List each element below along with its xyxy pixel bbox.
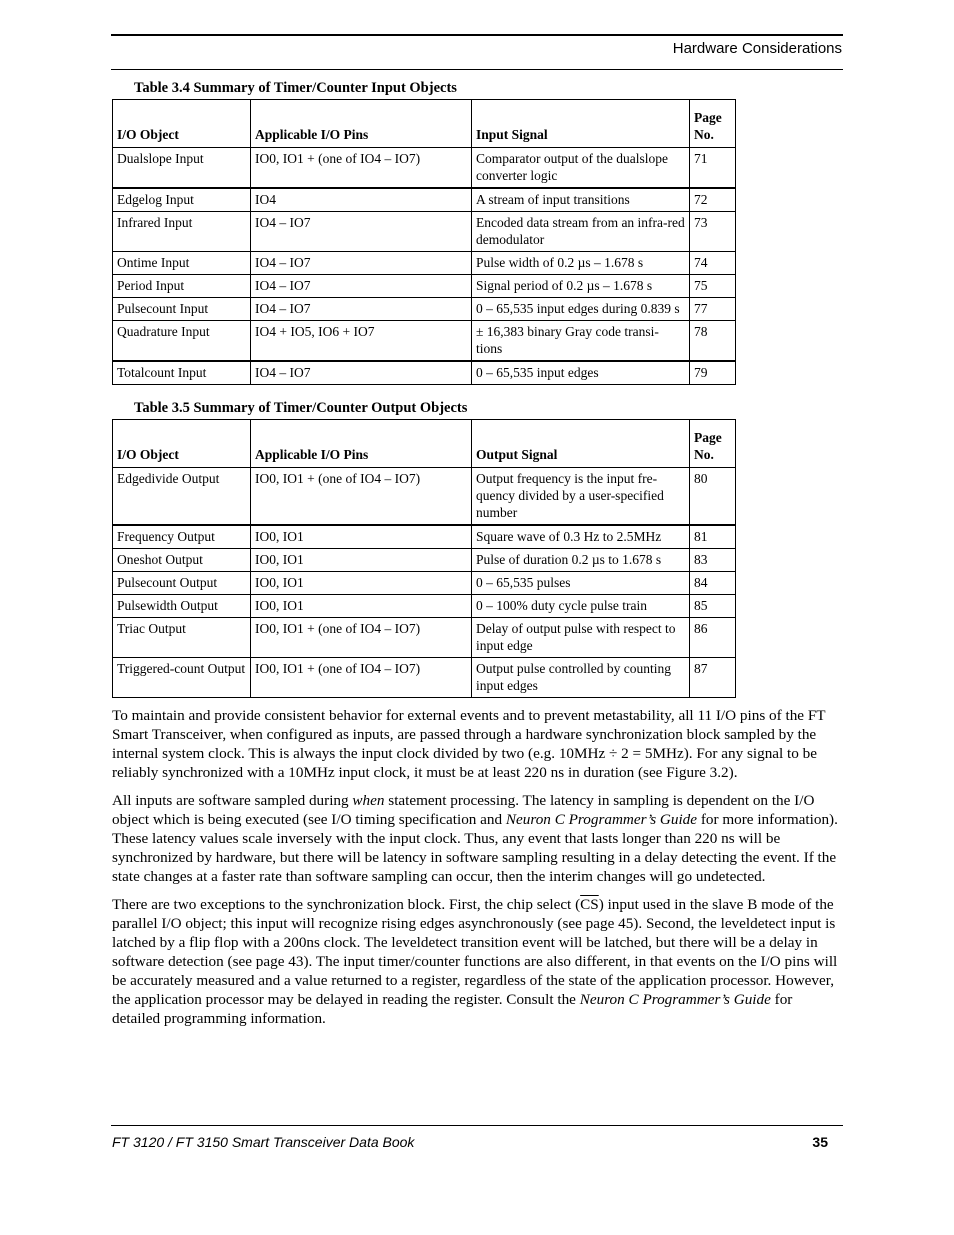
table-cell: Pulsecount Input — [113, 298, 251, 321]
column-header: Page No. — [690, 420, 736, 468]
header-top-rule — [111, 34, 843, 36]
table-row — [113, 188, 736, 212]
book-reference: Neuron C Programmer’s Guide — [579, 991, 771, 1008]
table-header-row — [113, 420, 736, 468]
table-cell: 75 — [690, 275, 736, 298]
column-header: Page No. — [690, 100, 736, 148]
table-cell: 83 — [690, 549, 736, 572]
table-row — [113, 148, 736, 189]
table-cell: A stream of input transitions — [472, 188, 690, 212]
text-run: for more information). These latency values scale inversely with the input clock. Thus, any event that lasts longer than 220 ns will be synchronized by hardware, but there will be latency in software sampling resulting in a delay detecting the event. If the state changes at a faster rate than software sampling can occur, then the interim changes will go undetected. — [112, 811, 838, 885]
table-cell: IO4 – IO7 — [251, 275, 472, 298]
table-cell: IO0, IO1 — [251, 595, 472, 618]
table-cell: IO0, IO1 + (one of IO4 – IO7) — [251, 468, 472, 526]
table-cell: 74 — [690, 252, 736, 275]
table-cell: Edgedivide Output — [113, 468, 251, 526]
table-header-row — [113, 100, 736, 148]
table-cell: 77 — [690, 298, 736, 321]
column-header: Output Signal — [472, 420, 690, 468]
chip-select-signal: $\overline{CS}$ — [580, 896, 599, 913]
table-cell: 81 — [690, 525, 736, 549]
table-cell: Pulsewidth Output — [113, 595, 251, 618]
table-cell: Pulse of duration 0.2 µs to 1.678 s — [472, 549, 690, 572]
column-header: Applicable I/O Pins — [251, 420, 472, 468]
table-cell: IO0, IO1 + (one of IO4 – IO7) — [251, 658, 472, 698]
table-cell: 72 — [690, 188, 736, 212]
table-cell: ± 16,383 binary Gray code transi-tions — [472, 321, 690, 362]
table-cell: 80 — [690, 468, 736, 526]
table-cell: IO0, IO1 — [251, 525, 472, 549]
table-cell: IO4 + IO5, IO6 + IO7 — [251, 321, 472, 362]
table-row — [113, 275, 736, 298]
text-run: statement processing. The latency in sampling is dependent on the I/O object which is being executed (see I/O timing specification and — [112, 792, 815, 828]
table-row — [113, 572, 736, 595]
table-cell: Edgelog Input — [113, 188, 251, 212]
body-text — [112, 706, 842, 1037]
table-cell: 78 — [690, 321, 736, 362]
table-cell: Triac Output — [113, 618, 251, 658]
text-run: All inputs are software sampled during — [112, 792, 353, 809]
table-cell: 73 — [690, 212, 736, 252]
table-cell: 85 — [690, 595, 736, 618]
input-objects-table — [112, 99, 736, 385]
table-row — [113, 321, 736, 362]
table-cell: 86 — [690, 618, 736, 658]
header-bottom-rule — [111, 69, 843, 70]
table-row — [113, 298, 736, 321]
table-cell: IO4 – IO7 — [251, 212, 472, 252]
table-cell: Output frequency is the input fre-quency divided by a user-specified number — [472, 468, 690, 526]
page-number: 35 — [812, 1134, 828, 1150]
table-cell: Totalcount Input — [113, 361, 251, 385]
running-header: Hardware Considerations — [672, 40, 842, 57]
table-cell: 79 — [690, 361, 736, 385]
table-cell: Ontime Input — [113, 252, 251, 275]
table-cell: IO4 – IO7 — [251, 252, 472, 275]
table-cell: IO4 — [251, 188, 472, 212]
column-header: I/O Object — [113, 420, 251, 468]
table-cell: Pulsecount Output — [113, 572, 251, 595]
table-cell: 71 — [690, 148, 736, 189]
table-cell: 84 — [690, 572, 736, 595]
table-cell: Triggered-count Output — [113, 658, 251, 698]
text-run: for detailed programming information. — [112, 991, 793, 1027]
column-header: Input Signal — [472, 100, 690, 148]
table-row — [113, 525, 736, 549]
paragraph-exceptions — [112, 895, 842, 1028]
table-row — [113, 252, 736, 275]
footer-book-title: FT 3120 / FT 3150 Smart Transceiver Data Book — [112, 1134, 415, 1150]
table-cell: Period Input — [113, 275, 251, 298]
table-cell: Frequency Output — [113, 525, 251, 549]
table-cell: 0 – 65,535 input edges — [472, 361, 690, 385]
table-cell: IO0, IO1 + (one of IO4 – IO7) — [251, 618, 472, 658]
table-cell: IO0, IO1 + (one of IO4 – IO7) — [251, 148, 472, 189]
table-cell: Encoded data stream from an infra-red demodulator — [472, 212, 690, 252]
table-row — [113, 212, 736, 252]
table-row — [113, 549, 736, 572]
table-row — [113, 595, 736, 618]
table-cell: IO4 – IO7 — [251, 298, 472, 321]
text-run: There are two exceptions to the synchronization block. First, the chip select ( — [112, 896, 581, 913]
table-cell: Square wave of 0.3 Hz to 2.5MHz — [472, 525, 690, 549]
table-cell: IO0, IO1 — [251, 572, 472, 595]
table-cell: Output pulse controlled by counting input edges — [472, 658, 690, 698]
paragraph-synchronization: To maintain and provide consistent behavior for external events and to prevent metastability, all 11 I/O pins of the FT Smart Transceiver, when configured as inputs, are passed through a hardware synchronization block sampled by the internal system clock. This is always the input clock divided by two (e.g. 10MHz ÷ 2 = 5MHz). For any signal to be reliably synchronized with a 10MHz input clock, it must be at least 220 ns in duration (see Figure 3.2). — [112, 707, 826, 781]
output-objects-table — [112, 419, 736, 698]
column-header: Applicable I/O Pins — [251, 100, 472, 148]
table-cell: 0 – 100% duty cycle pulse train — [472, 595, 690, 618]
table-cell: IO4 – IO7 — [251, 361, 472, 385]
table2-caption: Table 3.5 Summary of Timer/Counter Output Objects — [134, 400, 468, 416]
column-header: I/O Object — [113, 100, 251, 148]
table-cell: Dualslope Input — [113, 148, 251, 189]
keyword-when: when — [352, 792, 385, 809]
table-cell: Comparator output of the dualslope converter logic — [472, 148, 690, 189]
table1-caption: Table 3.4 Summary of Timer/Counter Input Objects — [134, 80, 457, 96]
book-reference: Neuron C Programmer’s Guide — [505, 811, 698, 828]
table-cell: Delay of output pulse with respect to input edge — [472, 618, 690, 658]
table-row — [113, 468, 736, 526]
table-cell: Pulse width of 0.2 µs – 1.678 s — [472, 252, 690, 275]
table-cell: 0 – 65,535 pulses — [472, 572, 690, 595]
text-run: ) input used in the slave B mode of the parallel I/O object; this input will recognize rising edges asynchronously (see page 45). Second, the leveldetect input is latched by a flip flop with a 200ns clock. The leveldetect transition event will be latched, but there will be a delay in software detection (see page 43). The input timer/counter functions are also different, in that events on the I/O pins will be accurately measured and a value returned to a register, regardless of the state of the application processor. However, the application processor may be delayed in reading the register. Consult the — [112, 896, 838, 1008]
table-row — [113, 658, 736, 698]
table-cell: Signal period of 0.2 µs – 1.678 s — [472, 275, 690, 298]
table-cell: IO0, IO1 — [251, 549, 472, 572]
table-cell: 87 — [690, 658, 736, 698]
paragraph-software-sampling — [112, 791, 842, 886]
footer-rule — [111, 1125, 843, 1126]
table-row — [113, 361, 736, 385]
table-cell: Infrared Input — [113, 212, 251, 252]
table-cell: 0 – 65,535 input edges during 0.839 s — [472, 298, 690, 321]
table-cell: Oneshot Output — [113, 549, 251, 572]
table-row — [113, 618, 736, 658]
table-cell: Quadrature Input — [113, 321, 251, 362]
